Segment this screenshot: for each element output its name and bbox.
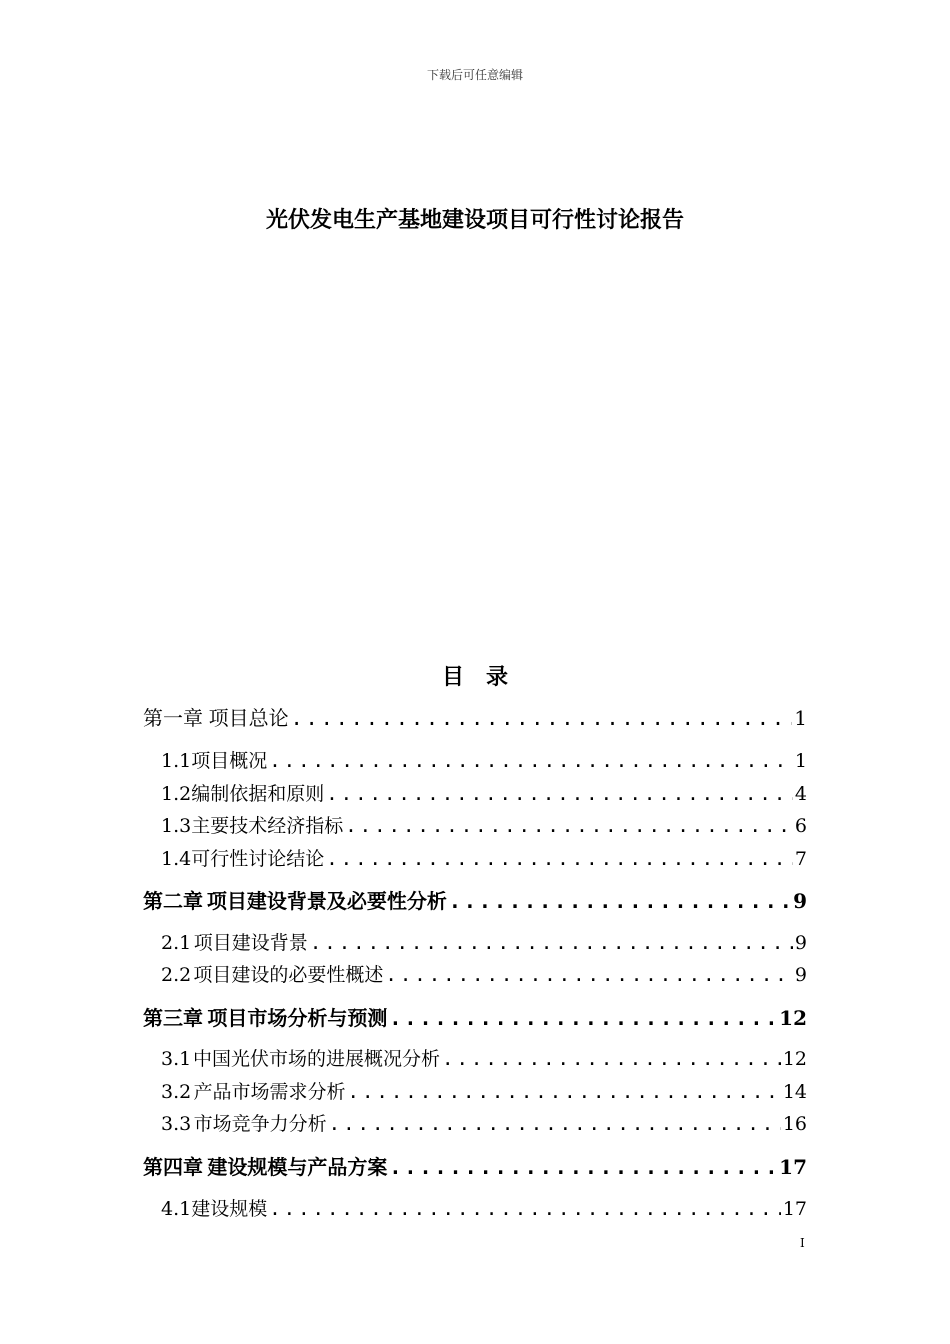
toc-entry-number: 3.3: [161, 1113, 192, 1135]
toc-entry-label: 产品市场需求分析: [193, 1081, 346, 1103]
toc-entry-number: 3.1: [161, 1048, 192, 1070]
toc-entry-page: 6: [794, 815, 807, 837]
toc-entry-1-2[interactable]: [161, 781, 807, 807]
toc-leader-dots: [389, 1005, 777, 1031]
toc-leader-dots: [389, 1154, 777, 1180]
toc-entry-label: 市场竞争力分析: [193, 1113, 327, 1135]
toc-leader-dots: [326, 846, 793, 872]
toc-leader-dots: [269, 1196, 781, 1222]
toc-entry-1-3[interactable]: [161, 813, 807, 839]
toc-entry-1-1[interactable]: [161, 748, 807, 774]
toc-leader-dots: [310, 930, 793, 956]
toc-leader-dots: [442, 1046, 781, 1072]
toc-entry-number: 4.1: [161, 1198, 192, 1220]
document-title: 光伏发电生产基地建设项目可行性讨论报告: [265, 208, 684, 233]
toc-entry-label: 项目总论: [208, 706, 289, 730]
toc-entry-number: 2.2: [161, 964, 192, 986]
toc-entry-label: 项目建设背景: [193, 932, 308, 954]
header-note: 下载后可任意编辑: [426, 68, 523, 82]
toc-entry-chapter-3[interactable]: [143, 1005, 807, 1031]
toc-entry-label: 建设规模与产品方案: [207, 1155, 388, 1179]
toc-entry-label: 项目市场分析与预测: [207, 1006, 388, 1030]
toc-entry-page: 9: [794, 964, 807, 986]
toc-leader-dots: [329, 1111, 781, 1137]
toc-leader-dots: [385, 962, 793, 988]
toc-entry-number: 第三章: [143, 1006, 203, 1030]
toc-entry-page: 9: [794, 932, 807, 954]
toc-entry-number: 1.1: [161, 750, 192, 772]
toc-entry-1-4[interactable]: [161, 846, 807, 872]
toc-entry-4-1[interactable]: [161, 1196, 807, 1222]
toc-leader-dots: [269, 748, 793, 774]
toc-entry-page: 1: [794, 706, 807, 730]
toc-entry-page: 16: [782, 1113, 807, 1135]
toc-leader-dots: [345, 813, 793, 839]
toc-entry-page: 12: [782, 1048, 807, 1070]
toc-entry-number: 第二章: [143, 889, 203, 913]
toc-entry-label: 中国光伏市场的进展概况分析: [193, 1048, 441, 1070]
toc-entry-number: 第四章: [143, 1155, 203, 1179]
toc-entry-page: 17: [779, 1155, 807, 1179]
toc-entry-chapter-4[interactable]: [143, 1154, 807, 1180]
toc-entry-2-1[interactable]: [161, 930, 807, 956]
toc-entry-3-3[interactable]: [161, 1111, 807, 1137]
toc-entry-3-1[interactable]: [161, 1046, 807, 1072]
toc-entry-label: 项目建设的必要性概述: [193, 964, 384, 986]
toc-entry-page: 9: [793, 889, 807, 913]
toc-heading: 目 录: [441, 664, 508, 690]
toc-entry-chapter-2[interactable]: [143, 888, 807, 914]
toc-leader-dots: [348, 1079, 781, 1105]
toc-entry-label: 建设规模: [191, 1198, 268, 1220]
toc-entry-label: 项目概况: [191, 750, 268, 772]
toc-entry-page: 17: [782, 1198, 807, 1220]
toc-leader-dots: [449, 888, 791, 914]
toc-entry-number: 1.4: [161, 848, 192, 870]
toc-entry-label: 编制依据和原则: [191, 783, 325, 805]
toc-entry-number: 1.3: [161, 815, 192, 837]
toc-entry-page: 12: [779, 1006, 807, 1030]
toc-entry-label: 主要技术经济指标: [191, 815, 344, 837]
toc-entry-page: 7: [794, 848, 807, 870]
toc-entry-2-2[interactable]: [161, 962, 807, 988]
toc-entry-3-2[interactable]: [161, 1079, 807, 1105]
toc-entry-chapter-1[interactable]: [143, 705, 807, 731]
toc-entry-page: 4: [794, 783, 807, 805]
toc-entry-number: 3.2: [161, 1081, 192, 1103]
toc-entry-number: 1.2: [161, 783, 192, 805]
toc-leader-dots: [326, 781, 793, 807]
toc-leader-dots: [291, 705, 793, 731]
toc-entry-page: 1: [794, 750, 807, 772]
toc-entry-number: 第一章: [143, 706, 203, 730]
page-number: I: [800, 1236, 805, 1250]
toc-entry-number: 2.1: [161, 932, 192, 954]
toc-entry-label: 可行性讨论结论: [191, 848, 325, 870]
toc-entry-page: 14: [782, 1081, 807, 1103]
toc-entry-label: 项目建设背景及必要性分析: [206, 889, 447, 913]
